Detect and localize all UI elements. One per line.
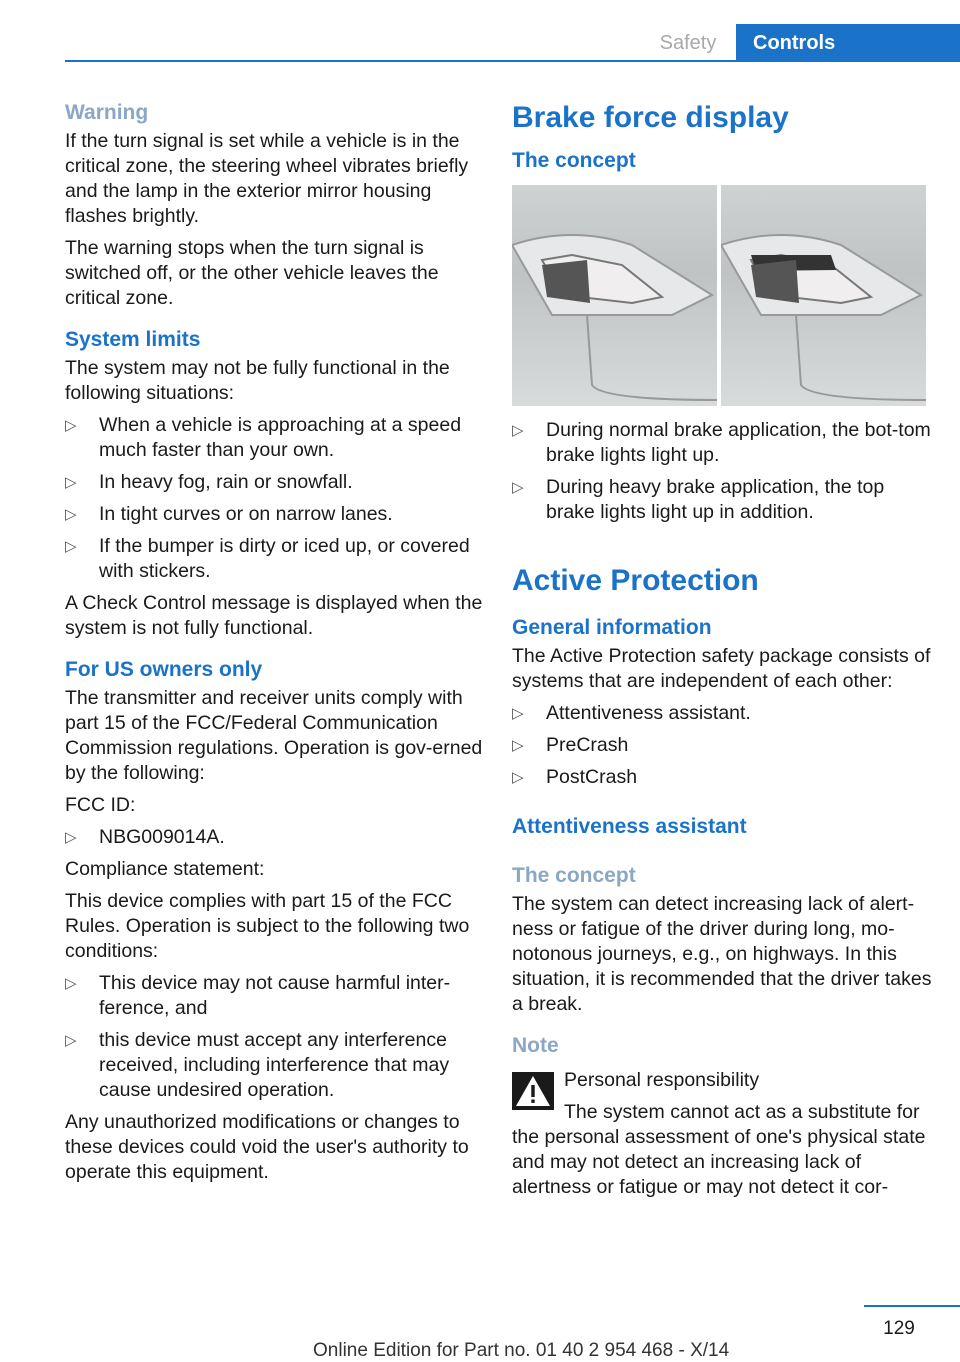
system-limits-heading: System limits [65,328,201,351]
general-information-heading: General information [512,616,712,639]
list-item: ▷ In heavy fog, rain or snowfall. [65,471,353,493]
triangle-bullet-icon: ▷ [65,1032,77,1049]
page-number: 129 [883,1318,915,1339]
note-warning [512,1068,932,1125]
triangle-bullet-icon: ▷ [65,417,77,434]
triangle-bullet-icon: ▷ [512,479,524,496]
tab-controls[interactable]: Controls [736,24,960,62]
active-protection-heading: Active Protection [512,564,759,597]
edition-text: Online Edition for Part no. 01 40 2 954 468 - X/14 [313,1340,730,1361]
compliance-text: This device complies with part 15 of the FCC Rules. Operation is subject to the following two conditions: [65,890,470,962]
triangle-bullet-icon: ▷ [512,705,524,722]
triangle-bullet-icon: ▷ [65,474,77,491]
tail-light-image-normal [512,185,717,406]
us-owners-heading: For US owners only [65,658,263,681]
list-item: ▷ PreCrash [512,734,629,756]
check-control-text: A Check Control message is displayed when the system is not fully functional. [65,592,483,639]
systems-list [512,701,932,790]
triangle-bullet-icon: ▷ [512,769,524,786]
note-text-continued: the personal assessment of one's physical state and may not detect an increasing lack of alertness or fatigue or may not detect it cor‐ [512,1126,926,1198]
brake-concept-heading: The concept [512,149,636,172]
modifications-text: Any unauthorized modifications or changes to these devices could void the user's authority to operate this equipment. [65,1111,469,1183]
footer-rule [864,1305,960,1307]
triangle-bullet-icon: ▷ [65,506,77,523]
general-information-text: The Active Protection safety package consists of systems that are independent of each other: [512,645,931,692]
attentiveness-concept-heading: The concept [512,864,636,887]
conditions-list [65,971,485,1103]
system-limits-intro: The system may not be fully functional in the following situations: [65,357,450,404]
triangle-bullet-icon: ▷ [512,422,524,439]
triangle-bullet-icon: ▷ [65,538,77,555]
list-item: ▷ Attentiveness assistant. [512,702,751,724]
list-item: ▷ During normal brake application, the bot‐tom brake lights light up. [512,419,931,466]
list-item: ▷ If the bumper is dirty or iced up, or covered with stickers. [65,535,470,582]
compliance-label: Compliance statement: [65,858,265,880]
attentiveness-assistant-heading: Attentiveness assistant [512,815,747,838]
left-column [65,100,485,1185]
note-text-line-1: The system cannot act as a substitute for [564,1101,920,1123]
list-item: ▷ In tight curves or on narrow lanes. [65,503,393,525]
triangle-bullet-icon: ▷ [512,737,524,754]
warning-text-2: The warning stops when the turn signal is switched off, or the other vehicle leaves the critical zone. [65,237,439,309]
warning-text-1: If the turn signal is set while a vehicle is in the critical zone, the steering wheel vibrates briefly and the lamp in the exterior mirror housing flashes brightly. [65,130,469,227]
brake-force-heading: Brake force display [512,101,789,134]
system-limits-list [65,413,485,584]
brake-lights-figure [512,185,932,406]
list-item: ▷ NBG009014A. [65,826,225,848]
tail-light-image-heavy [721,185,926,406]
note-title: Personal responsibility [564,1069,760,1091]
list-item: ▷ This device may not cause harmful inter‐ference, and [65,972,451,1019]
note-heading: Note [512,1034,559,1057]
triangle-bullet-icon: ▷ [65,829,77,846]
header-rule [65,60,960,62]
us-owners-text: The transmitter and receiver units comply with part 15 of the FCC/Federal Communication Commission regulations. Operation is gov‐erned by the following: [65,687,483,784]
right-column [512,100,932,1200]
list-item: ▷ When a vehicle is approaching at a speed much faster than your own. [65,414,462,461]
attentiveness-concept-text: The system can detect increasing lack of alert‐ness or fatigue of the driver during long, mo‐notonous journeys, e.g., on highways. In this situation, it is recommended that the driver takes a break. [512,893,932,1015]
warning-heading: Warning [65,101,149,124]
warning-triangle-icon [512,1072,554,1110]
triangle-bullet-icon: ▷ [65,975,77,992]
fcc-id-label: FCC ID: [65,794,136,816]
fcc-id-list [65,825,485,850]
brake-list [512,418,932,525]
tab-safety[interactable]: Safety [659,32,717,54]
list-item: ▷ this device must accept any interference received, including interference that may cause undesired operation. [65,1029,450,1101]
list-item: ▷ PostCrash [512,766,638,788]
list-item: ▷ During heavy brake application, the top brake lights light up in addition. [512,476,885,523]
